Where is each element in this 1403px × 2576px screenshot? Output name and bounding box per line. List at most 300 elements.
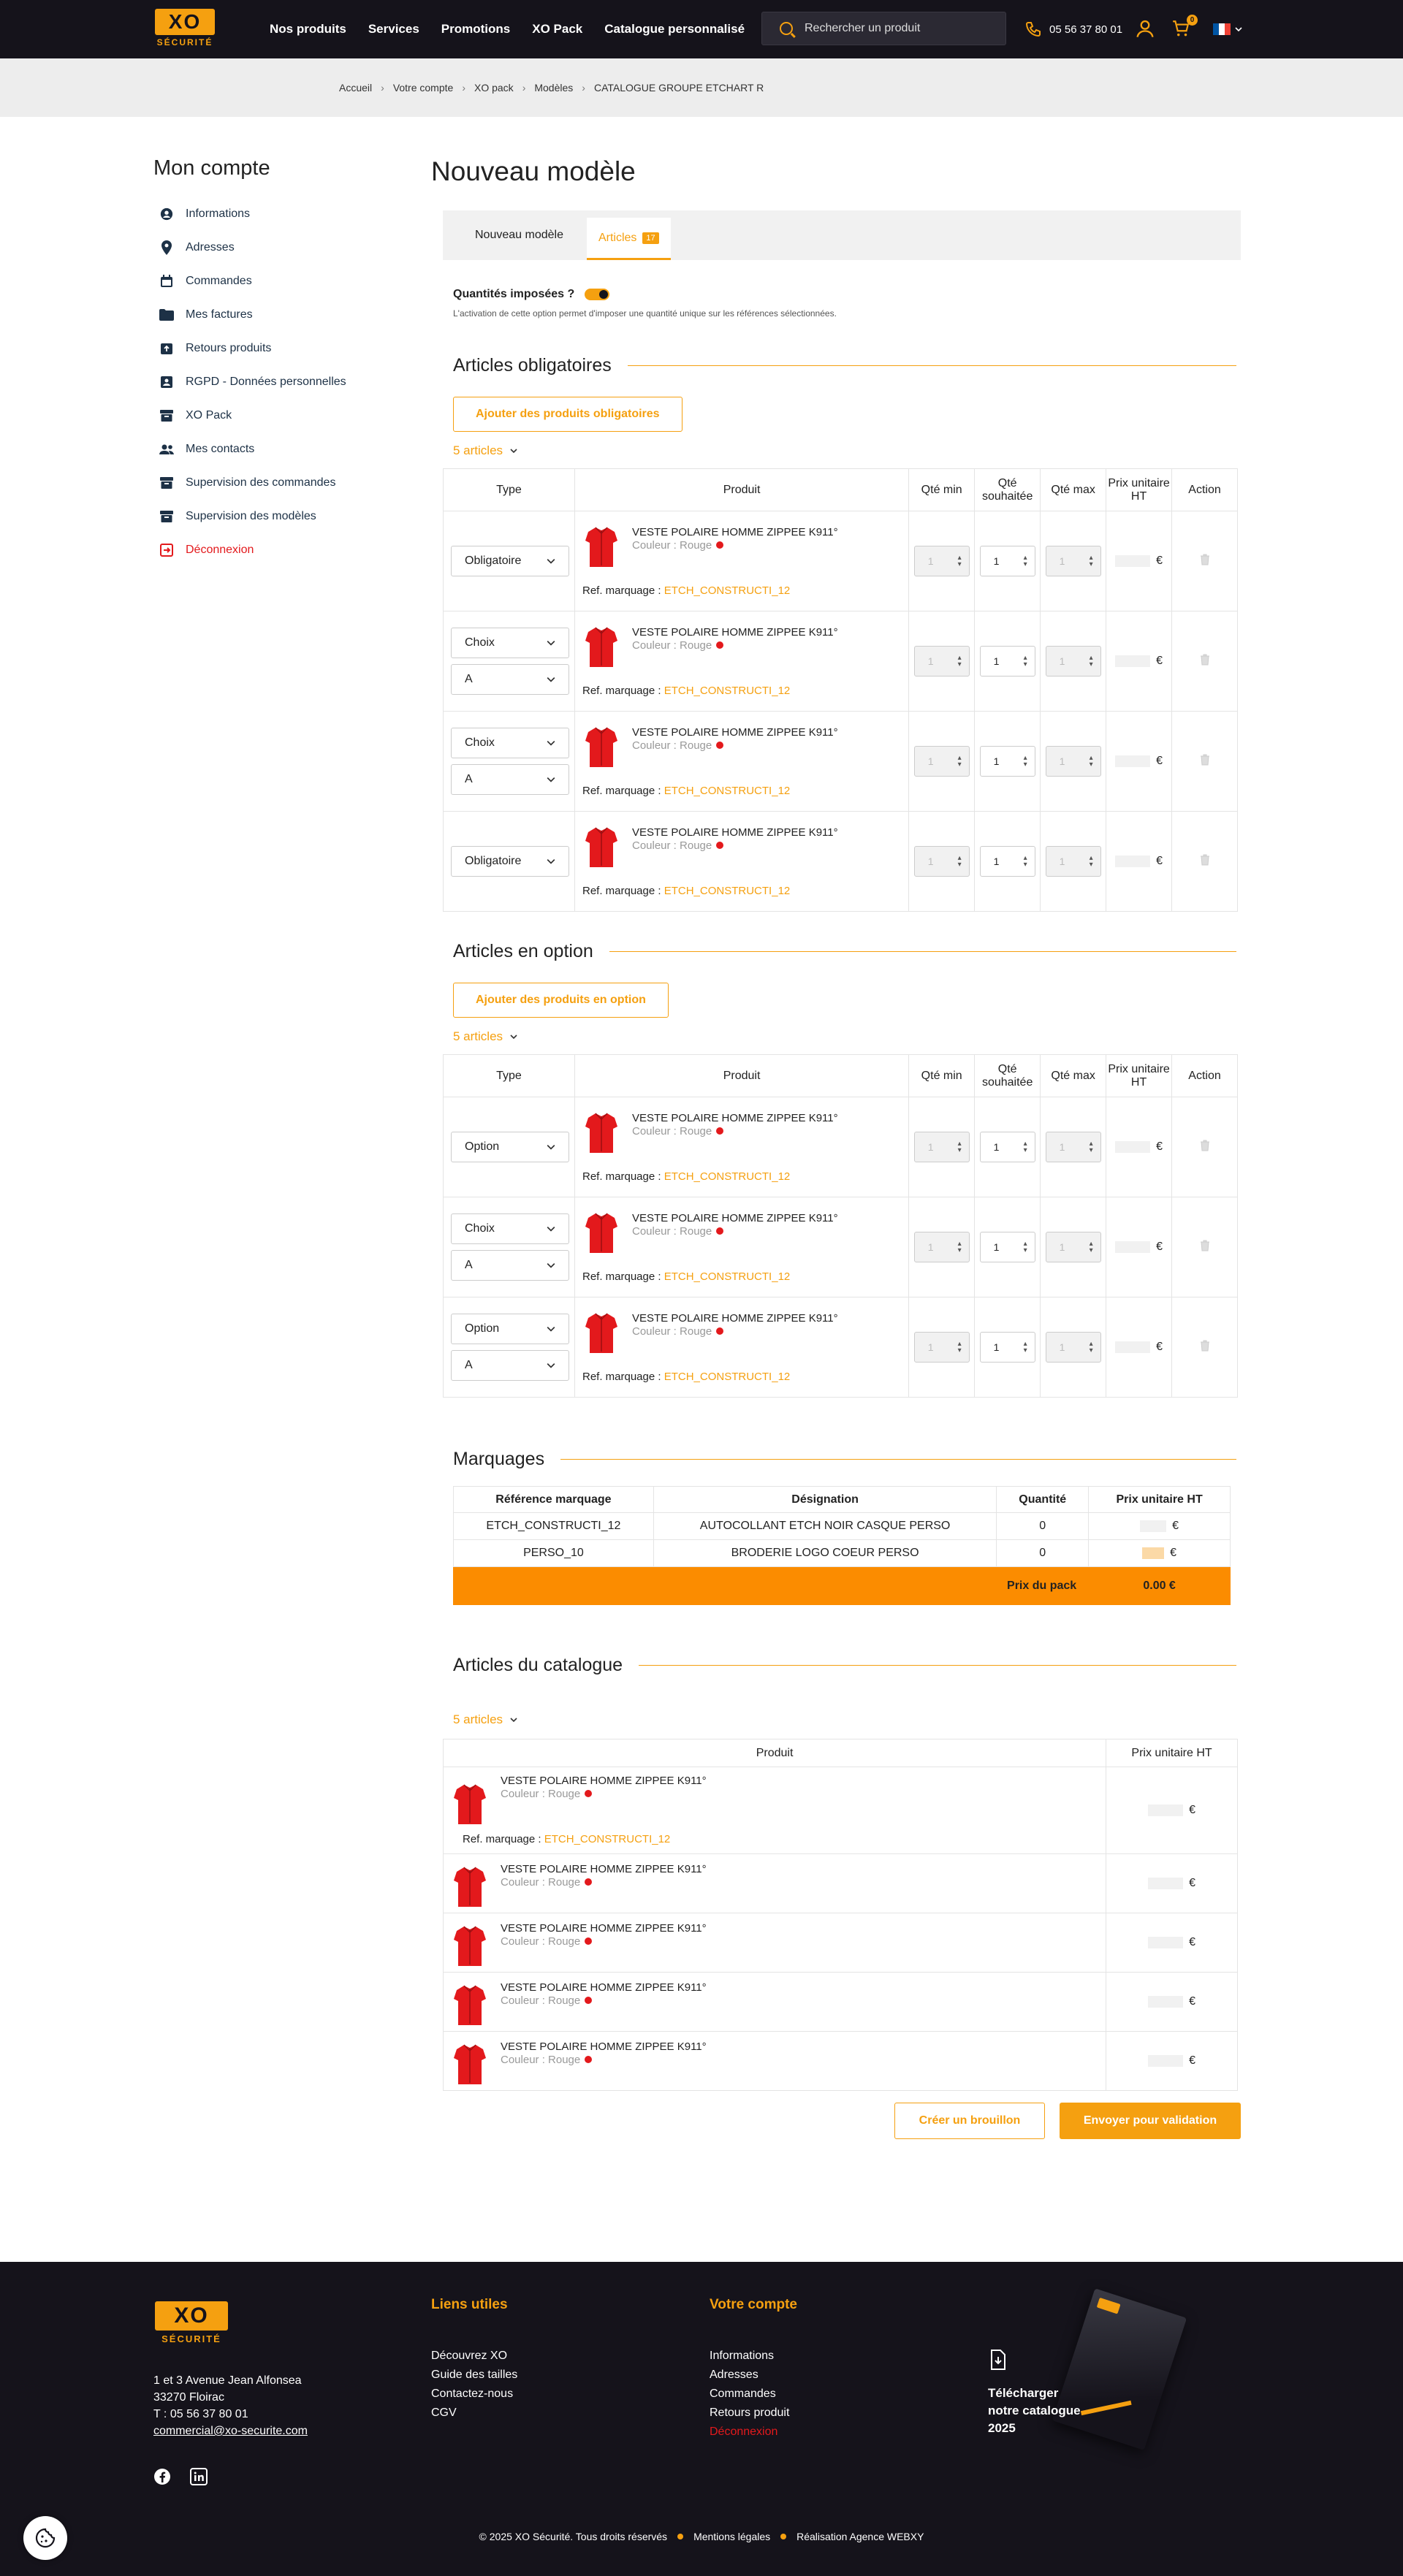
- product-image: [454, 1866, 486, 1908]
- mandatory-count-toggle[interactable]: [453, 443, 1241, 458]
- stepper-arrows-icon[interactable]: ▴ ▾: [1089, 854, 1093, 869]
- imposed-quantities-toggle[interactable]: [585, 289, 609, 300]
- sidebar-item-label: Informations: [186, 207, 251, 220]
- marking-ref-value[interactable]: ETCH_CONSTRUCTI_12: [664, 1270, 791, 1283]
- address-email[interactable]: commercial@xo-securite.com: [153, 2425, 308, 2437]
- marking-ref-label: Ref. marquage :: [582, 1371, 661, 1383]
- select-value: Option: [465, 1322, 500, 1335]
- folder-icon: [159, 309, 174, 321]
- catalog-download[interactable]: [986, 2300, 1184, 2475]
- stepper-arrows-icon[interactable]: ▴ ▾: [957, 1340, 962, 1354]
- chevron-down-icon: [547, 675, 555, 684]
- quantity-stepper[interactable]: [914, 646, 970, 677]
- sidebar-item-commandes[interactable]: [153, 264, 395, 298]
- quantity-stepper[interactable]: [980, 1232, 1035, 1262]
- marking-ref-value[interactable]: ETCH_CONSTRUCTI_12: [544, 1833, 671, 1845]
- stepper-arrows-icon[interactable]: ▴ ▾: [1023, 1140, 1027, 1154]
- catalog-count-toggle[interactable]: [453, 1712, 1241, 1727]
- marking-ref-label: Ref. marquage :: [582, 785, 661, 797]
- cart-count-badge: 0: [1187, 15, 1198, 26]
- type-select[interactable]: [451, 1213, 569, 1244]
- col-qty-min: Qté min: [909, 1055, 975, 1097]
- trash-icon: [1200, 1140, 1210, 1151]
- col-price: Prix unitaire HT: [1106, 1055, 1172, 1097]
- section-divider: [628, 365, 1236, 366]
- type-cell: [444, 1197, 575, 1297]
- section-title: Articles obligatoires: [453, 355, 612, 376]
- type-select[interactable]: [451, 546, 569, 576]
- col-price: Prix unitaire HT: [1106, 469, 1172, 511]
- marking-ref-value[interactable]: ETCH_CONSTRUCTI_12: [664, 785, 791, 797]
- product-color: [501, 1935, 592, 1948]
- price-input[interactable]: [1148, 1878, 1183, 1889]
- chevron-down-icon: [547, 639, 555, 647]
- select-value: A: [465, 773, 473, 785]
- stepper-arrows-icon[interactable]: ▴ ▾: [1089, 754, 1093, 769]
- chevron-down-icon: [547, 739, 555, 747]
- currency: €: [1156, 1341, 1163, 1353]
- price-cell: [1106, 712, 1172, 812]
- delete-row-button[interactable]: [1172, 554, 1237, 569]
- section-divider: [609, 951, 1236, 952]
- delete-row-button[interactable]: [1172, 854, 1237, 869]
- price-cell: [1106, 812, 1172, 912]
- footer-address: [153, 2374, 308, 2442]
- product-color: [632, 739, 723, 752]
- price-input[interactable]: [1140, 1520, 1166, 1532]
- type-cell: [444, 712, 575, 812]
- product-name[interactable]: VESTE POLAIRE HOMME ZIPPEE K911°: [501, 1863, 707, 1875]
- marking-ref-value[interactable]: ETCH_CONSTRUCTI_12: [664, 584, 791, 597]
- submit-validation-button[interactable]: Envoyer pour validation: [1060, 2103, 1241, 2139]
- footer-link[interactable]: Commandes: [710, 2388, 776, 2400]
- price-input[interactable]: [1115, 1341, 1150, 1353]
- catalog-cover-logo: [1097, 2298, 1121, 2314]
- quantity-value: 1: [1059, 555, 1065, 567]
- quantity-stepper[interactable]: [1046, 846, 1101, 877]
- col-unit-price: Prix unitaire HT: [1106, 1739, 1238, 1767]
- stepper-arrows-icon[interactable]: ▴ ▾: [957, 754, 962, 769]
- delete-row-button[interactable]: [1172, 754, 1237, 769]
- facebook-icon[interactable]: [153, 2468, 171, 2485]
- delete-row-button[interactable]: [1172, 1340, 1237, 1355]
- cart-button[interactable]: [1171, 16, 1195, 42]
- col-designation: Désignation: [653, 1487, 996, 1513]
- add-optional-products-button[interactable]: Ajouter des produits en option: [453, 983, 669, 1018]
- sidebar-item-mes-factures[interactable]: [153, 298, 395, 332]
- product-name[interactable]: VESTE POLAIRE HOMME ZIPPEE K911°: [501, 1981, 707, 1994]
- footer-link[interactable]: Informations: [710, 2350, 775, 2362]
- quantity-stepper[interactable]: [914, 746, 970, 777]
- type-select[interactable]: [451, 628, 569, 658]
- marking-ref-label: Ref. marquage :: [582, 584, 661, 597]
- agency-link[interactable]: Réalisation Agence WEBXY: [796, 2531, 924, 2542]
- color-swatch: [585, 1790, 592, 1797]
- product-cell: [444, 1767, 1106, 1853]
- breadcrumb-item[interactable]: Accueil: [339, 82, 373, 94]
- qty-max-cell: [1041, 511, 1106, 611]
- quantity-value: 1: [927, 1141, 934, 1153]
- price-input[interactable]: [1115, 555, 1150, 567]
- product-name[interactable]: VESTE POLAIRE HOMME ZIPPEE K911°: [631, 826, 838, 839]
- phone-number: 05 56 37 80 01: [1049, 23, 1123, 36]
- footer-link[interactable]: Découvrez XO: [431, 2350, 508, 2362]
- col-quantity: Quantité: [997, 1487, 1089, 1513]
- product-name[interactable]: VESTE POLAIRE HOMME ZIPPEE K911°: [631, 726, 838, 739]
- nav-nos-produits[interactable]: Nos produits: [270, 22, 346, 36]
- stepper-arrows-icon[interactable]: ▴ ▾: [1089, 1340, 1093, 1354]
- price-input[interactable]: [1115, 755, 1150, 767]
- stepper-arrows-icon[interactable]: ▴ ▾: [1089, 554, 1093, 568]
- color-swatch: [716, 1227, 723, 1235]
- marking-reference: [582, 685, 790, 697]
- product-name[interactable]: VESTE POLAIRE HOMME ZIPPEE K911°: [501, 1775, 707, 1787]
- table-row: [444, 1097, 1238, 1197]
- type-select[interactable]: [451, 664, 569, 695]
- marking-ref: ETCH_CONSTRUCTI_12: [454, 1513, 654, 1540]
- table-header-row: [444, 1055, 1238, 1097]
- nav-services[interactable]: Services: [368, 22, 419, 36]
- qty-min-cell: [909, 611, 975, 712]
- catalog-cta-line: Télécharger: [988, 2386, 1059, 2400]
- sidebar-item-label: Supervision des modèles: [186, 510, 316, 522]
- nav-catalogue-personnalise[interactable]: Catalogue personnalisé: [604, 22, 745, 36]
- stepper-arrows-icon[interactable]: ▴ ▾: [1023, 754, 1027, 769]
- map-pin-icon: [161, 240, 172, 255]
- product-color: [632, 1225, 723, 1238]
- select-value: Obligatoire: [465, 555, 522, 567]
- stepper-arrows-icon[interactable]: ▴ ▾: [957, 1240, 962, 1254]
- qty-min-cell: [909, 1297, 975, 1398]
- col-product: Produit: [444, 1739, 1106, 1767]
- breadcrumb-separator: ›: [381, 82, 384, 94]
- tab-label: Nouveau modèle: [475, 229, 563, 241]
- type-select[interactable]: [451, 1132, 569, 1162]
- quantity-stepper[interactable]: [980, 546, 1035, 576]
- sidebar-item-supervision-commandes[interactable]: [153, 466, 395, 500]
- price-input[interactable]: [1115, 655, 1150, 667]
- color-swatch: [585, 1997, 592, 2004]
- sidebar-item-label: Mes contacts: [186, 443, 255, 455]
- quantity-value: 1: [927, 1341, 934, 1353]
- price-input[interactable]: [1115, 1141, 1150, 1153]
- product-color-label: Couleur : Rouge: [501, 1994, 581, 2007]
- price-input[interactable]: [1115, 1241, 1150, 1253]
- legal-link[interactable]: Mentions légales: [693, 2531, 771, 2542]
- footer-link[interactable]: Guide des tailles: [431, 2369, 518, 2381]
- quantity-value: 1: [1059, 1141, 1065, 1153]
- stepper-arrows-icon[interactable]: ▴ ▾: [957, 1140, 962, 1154]
- section-optional-header: [453, 941, 1236, 962]
- product-cell-wrap: [444, 1854, 1106, 1913]
- breadcrumb-item[interactable]: XO pack: [474, 82, 514, 94]
- sidebar-item-mes-contacts[interactable]: [153, 432, 395, 466]
- stepper-arrows-icon[interactable]: ▴ ▾: [1023, 654, 1027, 668]
- stepper-arrows-icon[interactable]: ▴ ▾: [957, 854, 962, 869]
- type-select[interactable]: [451, 1314, 569, 1344]
- catalog-cover-stripe: [1081, 2401, 1132, 2415]
- form-actions: [431, 2103, 1241, 2139]
- quantity-stepper[interactable]: [914, 546, 970, 576]
- col-qty-wish: Qté souhaitée: [975, 1055, 1041, 1097]
- sidebar-title: Mon compte: [153, 156, 270, 180]
- quantity-stepper[interactable]: [914, 1332, 970, 1363]
- quantity-stepper[interactable]: [914, 1132, 970, 1162]
- footer-link[interactable]: Adresses: [710, 2369, 758, 2381]
- quantity-stepper[interactable]: [1046, 546, 1101, 576]
- delete-row-button[interactable]: [1172, 654, 1237, 669]
- nav-promotions[interactable]: Promotions: [441, 22, 511, 36]
- product-cell: [575, 812, 908, 911]
- articles-count: 5 articles: [453, 1029, 503, 1043]
- product-name[interactable]: VESTE POLAIRE HOMME ZIPPEE K911°: [631, 1312, 838, 1325]
- quantity-stepper[interactable]: [914, 846, 970, 877]
- col-type: Type: [444, 1055, 575, 1097]
- stepper-arrows-icon[interactable]: ▴ ▾: [1089, 1140, 1093, 1154]
- contacts-icon: [159, 443, 174, 455]
- product-image: [585, 1312, 617, 1354]
- marking-ref-value[interactable]: ETCH_CONSTRUCTI_12: [664, 1170, 791, 1183]
- stepper-arrows-icon[interactable]: ▴ ▾: [957, 654, 962, 668]
- table-row: [444, 812, 1238, 912]
- product-name[interactable]: VESTE POLAIRE HOMME ZIPPEE K911°: [631, 526, 838, 538]
- sidebar-item-informations[interactable]: [153, 197, 395, 231]
- section-divider: [639, 1665, 1236, 1666]
- price-input[interactable]: [1148, 1805, 1183, 1816]
- select-value: Obligatoire: [465, 855, 522, 867]
- product-color: [632, 1325, 723, 1338]
- address-phone[interactable]: T : 05 56 37 80 01: [153, 2408, 248, 2420]
- address-line: 1 et 3 Avenue Jean Alfonsea: [153, 2374, 302, 2387]
- search-icon[interactable]: [780, 22, 793, 35]
- price-cell: [1106, 1297, 1172, 1398]
- nav-xo-pack[interactable]: XO Pack: [532, 22, 583, 36]
- qty-max-cell: [1041, 712, 1106, 812]
- marking-qty: 0: [997, 1513, 1089, 1540]
- footer-link[interactable]: Retours produit: [710, 2407, 790, 2419]
- user-icon[interactable]: [1135, 18, 1155, 39]
- marking-ref-value[interactable]: ETCH_CONSTRUCTI_12: [664, 685, 791, 697]
- breadcrumb-item[interactable]: Modèles: [534, 82, 574, 94]
- marking-reference: [582, 1170, 790, 1183]
- product-image: [585, 826, 617, 869]
- type-select[interactable]: [451, 1250, 569, 1281]
- col-type: Type: [444, 469, 575, 511]
- marking-ref-label: Ref. marquage :: [463, 1833, 541, 1845]
- quantity-stepper[interactable]: [1046, 1132, 1101, 1162]
- page-title: Nouveau modèle: [431, 156, 636, 186]
- quantity-stepper[interactable]: [980, 646, 1035, 677]
- type-select[interactable]: [451, 1350, 569, 1381]
- currency: €: [1189, 1995, 1195, 2008]
- delete-row-button[interactable]: [1172, 1140, 1237, 1155]
- product-color-label: Couleur : Rouge: [631, 839, 712, 852]
- action-cell: [1172, 812, 1238, 912]
- color-swatch: [716, 742, 723, 749]
- optional-count-toggle[interactable]: [453, 1029, 1241, 1044]
- action-cell: [1172, 1097, 1238, 1197]
- delete-row-button[interactable]: [1172, 1240, 1237, 1255]
- type-select[interactable]: [451, 728, 569, 758]
- catalog-cta: [988, 2385, 1081, 2437]
- col-product: Produit: [574, 1055, 908, 1097]
- product-name[interactable]: VESTE POLAIRE HOMME ZIPPEE K911°: [501, 1922, 707, 1935]
- product-image: [454, 2043, 486, 2086]
- breadcrumb-separator: ›: [462, 82, 465, 94]
- quantity-stepper[interactable]: [980, 1332, 1035, 1363]
- marking-reference: [582, 885, 790, 897]
- product-cell: [575, 511, 908, 611]
- marking-ref-label: Ref. marquage :: [582, 885, 661, 897]
- main-content: [431, 156, 1241, 2139]
- table-row: [454, 1513, 1231, 1540]
- action-cell: [1172, 1197, 1238, 1297]
- quantity-value: 1: [927, 1241, 934, 1253]
- quantity-stepper[interactable]: [980, 846, 1035, 877]
- add-mandatory-products-button[interactable]: Ajouter des produits obligatoires: [453, 397, 683, 432]
- sidebar-item-deconnexion[interactable]: [153, 533, 395, 567]
- product-name[interactable]: VESTE POLAIRE HOMME ZIPPEE K911°: [501, 2040, 707, 2053]
- trash-icon: [1200, 1240, 1210, 1251]
- marking-reference: [582, 584, 790, 597]
- type-select[interactable]: [451, 846, 569, 877]
- price-cell: [1106, 611, 1172, 712]
- social-links: [153, 2468, 208, 2485]
- stepper-arrows-icon[interactable]: ▴ ▾: [1089, 654, 1093, 668]
- sidebar-item-supervision-modeles[interactable]: [153, 500, 395, 533]
- marking-ref: PERSO_10: [454, 1540, 654, 1567]
- qty-wish-cell: [975, 511, 1041, 611]
- select-value: Choix: [465, 1222, 495, 1235]
- price-input[interactable]: [1148, 2055, 1183, 2067]
- product-image: [585, 1112, 617, 1154]
- footer-logout-link[interactable]: Déconnexion: [710, 2426, 778, 2438]
- quantity-stepper[interactable]: [1046, 746, 1101, 777]
- sidebar-item-retours-produits[interactable]: [153, 332, 395, 365]
- pack-total-value: 0.00 €: [1089, 1567, 1231, 1605]
- table-row: [454, 1540, 1231, 1567]
- quantity-value: 1: [927, 856, 934, 867]
- price-input[interactable]: [1115, 856, 1150, 867]
- quantity-value: 1: [1059, 755, 1065, 767]
- french-flag-icon: [1213, 23, 1231, 35]
- sidebar-item-label: Adresses: [186, 241, 235, 254]
- product-cell-wrap: [444, 1913, 1106, 1973]
- footer-logo[interactable]: [155, 2301, 228, 2344]
- product-cell-wrap: [574, 511, 908, 611]
- footer-link[interactable]: Contactez-nous: [431, 2388, 514, 2400]
- qty-wish-cell: [975, 1297, 1041, 1398]
- table-row: [444, 511, 1238, 611]
- stepper-arrows-icon[interactable]: ▴ ▾: [1023, 1240, 1027, 1254]
- create-draft-button[interactable]: Créer un brouillon: [894, 2103, 1045, 2139]
- table-row: [444, 2032, 1238, 2091]
- stepper-arrows-icon[interactable]: ▴ ▾: [1023, 554, 1027, 568]
- product-name[interactable]: VESTE POLAIRE HOMME ZIPPEE K911°: [631, 626, 838, 639]
- footer-column-title: Liens utiles: [431, 2297, 508, 2312]
- marking-reference: [582, 1270, 790, 1283]
- chevron-down-icon: [547, 775, 555, 784]
- footer-link[interactable]: CGV: [431, 2407, 457, 2419]
- col-qty-max: Qté max: [1041, 469, 1106, 511]
- quantity-stepper[interactable]: [980, 1132, 1035, 1162]
- stepper-arrows-icon[interactable]: ▴ ▾: [1089, 1240, 1093, 1254]
- col-qty-max: Qté max: [1041, 1055, 1106, 1097]
- linkedin-icon[interactable]: [190, 2468, 208, 2485]
- quantity-stepper[interactable]: [914, 1232, 970, 1262]
- articles-count: 5 articles: [453, 1712, 503, 1726]
- price-input[interactable]: [1148, 1996, 1183, 2008]
- logo-subtitle: SÉCURITÉ: [156, 37, 213, 47]
- catalog-articles-table: [443, 1739, 1238, 2091]
- price-input[interactable]: [1148, 1937, 1183, 1948]
- marking-ref-value[interactable]: ETCH_CONSTRUCTI_12: [664, 1371, 791, 1383]
- cookie-settings-button[interactable]: [23, 2516, 67, 2560]
- product-name[interactable]: VESTE POLAIRE HOMME ZIPPEE K911°: [631, 1212, 838, 1224]
- marking-ref-value[interactable]: ETCH_CONSTRUCTI_12: [664, 885, 791, 897]
- stepper-arrows-icon[interactable]: ▴ ▾: [1023, 1340, 1027, 1354]
- type-select[interactable]: [451, 764, 569, 795]
- sidebar-item-rgpd[interactable]: [153, 365, 395, 399]
- quantity-value: 1: [927, 655, 934, 667]
- search-input[interactable]: [805, 22, 987, 35]
- col-product: Produit: [574, 469, 908, 511]
- sidebar-item-xo-pack[interactable]: [153, 399, 395, 432]
- col-unit-price: Prix unitaire HT: [1089, 1487, 1231, 1513]
- footer-column-title: Votre compte: [710, 2297, 798, 2312]
- markings-table: [453, 1486, 1231, 1605]
- table-row: [444, 1197, 1238, 1297]
- stepper-arrows-icon[interactable]: ▴ ▾: [957, 554, 962, 568]
- sidebar-item-adresses[interactable]: [153, 231, 395, 264]
- tab-articles[interactable]: [587, 218, 671, 260]
- trash-icon: [1200, 1340, 1210, 1352]
- quantity-value: 1: [1059, 655, 1065, 667]
- product-image: [454, 1925, 486, 1967]
- site-logo[interactable]: [155, 9, 215, 50]
- pack-total-label: Prix du pack: [454, 1567, 1089, 1605]
- action-cell: [1172, 712, 1238, 812]
- section-catalog-header: [453, 1655, 1236, 1676]
- product-color-label: Couleur : Rouge: [631, 1225, 712, 1238]
- tab-count-badge: 17: [642, 232, 658, 244]
- catalog-cta-line: notre catalogue: [988, 2404, 1081, 2417]
- quantity-value: 1: [993, 1241, 1000, 1253]
- product-color: [632, 639, 723, 652]
- stepper-arrows-icon[interactable]: ▴ ▾: [1023, 854, 1027, 869]
- quantity-stepper[interactable]: [1046, 646, 1101, 677]
- product-image: [454, 1984, 486, 2027]
- type-cell: [444, 1297, 575, 1398]
- price-cell: [1106, 1854, 1238, 1913]
- language-selector[interactable]: [1213, 23, 1242, 35]
- quantity-stepper[interactable]: [1046, 1232, 1101, 1262]
- optional-articles-table: [443, 1054, 1238, 1398]
- phone-contact[interactable]: [1024, 20, 1122, 38]
- tab-nouveau-modele[interactable]: [463, 210, 575, 260]
- marking-ref-label: Ref. marquage :: [582, 1170, 661, 1183]
- price-input[interactable]: [1142, 1547, 1164, 1559]
- product-cell-wrap: [574, 812, 908, 912]
- price-cell: [1106, 511, 1172, 611]
- quantity-stepper[interactable]: [1046, 1332, 1101, 1363]
- product-name[interactable]: VESTE POLAIRE HOMME ZIPPEE K911°: [631, 1112, 838, 1124]
- quantity-stepper[interactable]: [980, 746, 1035, 777]
- breadcrumb-item[interactable]: Votre compte: [392, 82, 454, 94]
- type-cell: [444, 611, 575, 712]
- select-value: A: [465, 1359, 473, 1371]
- product-cell: [444, 2032, 1106, 2090]
